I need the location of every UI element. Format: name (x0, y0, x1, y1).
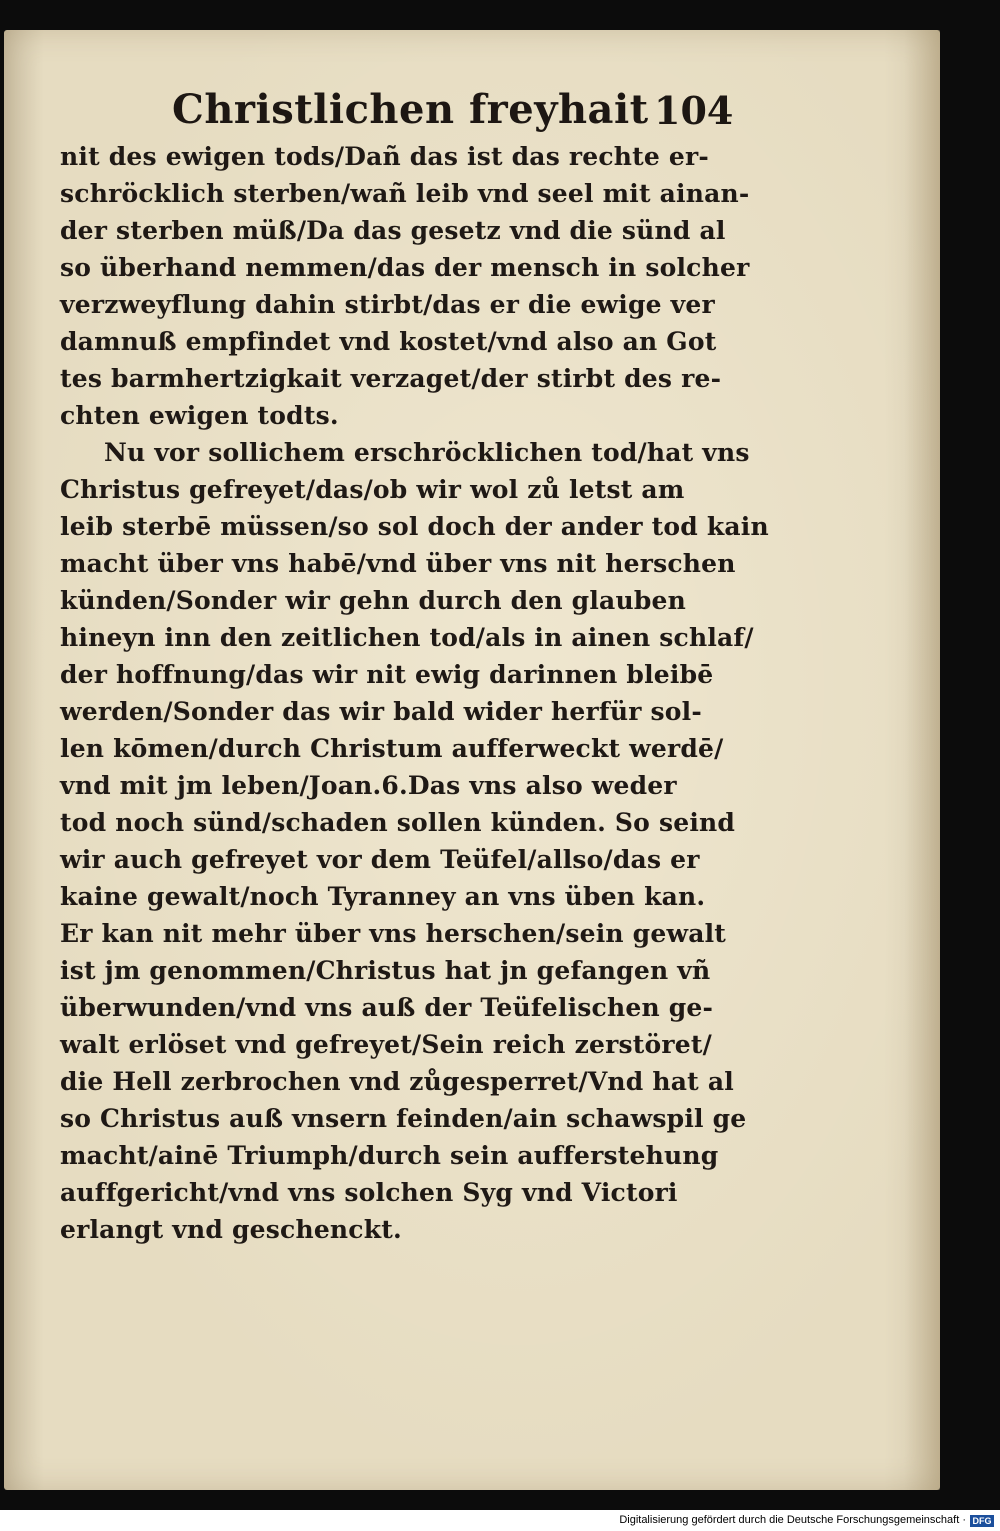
text-line: nit des ewigen tods/Dañ das ist das rechte er- (60, 142, 709, 171)
page-edge-shadow (904, 30, 940, 1490)
text-line: künden/Sonder wir gehn durch den glauben (60, 586, 686, 615)
text-line: chten ewigen todts. (60, 401, 339, 430)
dfg-logo: DFG (970, 1515, 994, 1527)
text-line: erlangt vnd geschenckt. (60, 1215, 402, 1244)
text-line: so Christus auß vnsern feinden/ain schawspil ge (60, 1104, 747, 1133)
text-line: vnd mit jm leben/Joan.6.Das vns also weder (60, 771, 677, 800)
text-line: leib sterbē müssen/so sol doch der ander tod kain (60, 512, 769, 541)
text-line: verzweyflung dahin stirbt/das er die ewige ver (60, 290, 715, 319)
text-line: hineyn inn den zeitlichen tod/als in ainen schlaf/ (60, 623, 754, 652)
folio-number: 104 (654, 88, 734, 133)
text-line: ist jm genommen/Christus hat jn gefangen vñ (60, 956, 711, 985)
digitization-credit-bar (0, 1512, 1000, 1531)
text-line: so überhand nemmen/das der mensch in solcher (60, 253, 750, 282)
text-line: Christus gefreyet/das/ob wir wol zů letst am (60, 475, 685, 504)
text-line: macht über vns habē/vnd über vns nit herschen (60, 549, 736, 578)
book-page (4, 30, 940, 1490)
body-text (60, 138, 770, 1248)
credit-text: Digitalisierung gefördert durch die Deutsche Forschungsgemeinschaft · (619, 1514, 966, 1526)
text-line: damnuß empfindet vnd kostet/vnd also an Got (60, 327, 717, 356)
text-line: wir auch gefreyet vor dem Teüfel/allso/das er (60, 845, 700, 874)
text-line: tes barmhertzigkait verzaget/der stirbt des re- (60, 364, 722, 393)
text-line: Er kan nit mehr über vns herschen/sein gewalt (60, 919, 727, 948)
paragraph-start-line: Nu vor sollichem erschröcklichen tod/hat vns (104, 438, 750, 467)
text-line: tod noch sünd/schaden sollen künden. So seind (60, 808, 736, 837)
text-line: len kōmen/durch Christum aufferweckt werdē/ (60, 734, 724, 763)
text-line: überwunden/vnd vns auß der Teüfelischen ge- (60, 993, 714, 1022)
text-line: auffgericht/vnd vns solchen Syg vnd Victori (60, 1178, 678, 1207)
text-line: schröcklich sterben/wañ leib vnd seel mit ainan- (60, 179, 750, 208)
running-head (4, 86, 940, 146)
running-head-title: Christlichen freyhait (172, 86, 649, 133)
text-line: der hoffnung/das wir nit ewig darinnen bleibē (60, 660, 714, 689)
text-line: der sterben müß/Da das gesetz vnd die sünd al (60, 216, 726, 245)
text-line: die Hell zerbrochen vnd zůgesperret/Vnd hat al (60, 1067, 734, 1096)
text-line: walt erlöset vnd gefreyet/Sein reich zerstöret/ (60, 1030, 712, 1059)
text-line: kaine gewalt/noch Tyranney an vns üben kan. (60, 882, 706, 911)
text-line: werden/Sonder das wir bald wider herfür sol- (60, 697, 702, 726)
text-line: macht/ainē Triumph/durch sein aufferstehung (60, 1141, 719, 1170)
